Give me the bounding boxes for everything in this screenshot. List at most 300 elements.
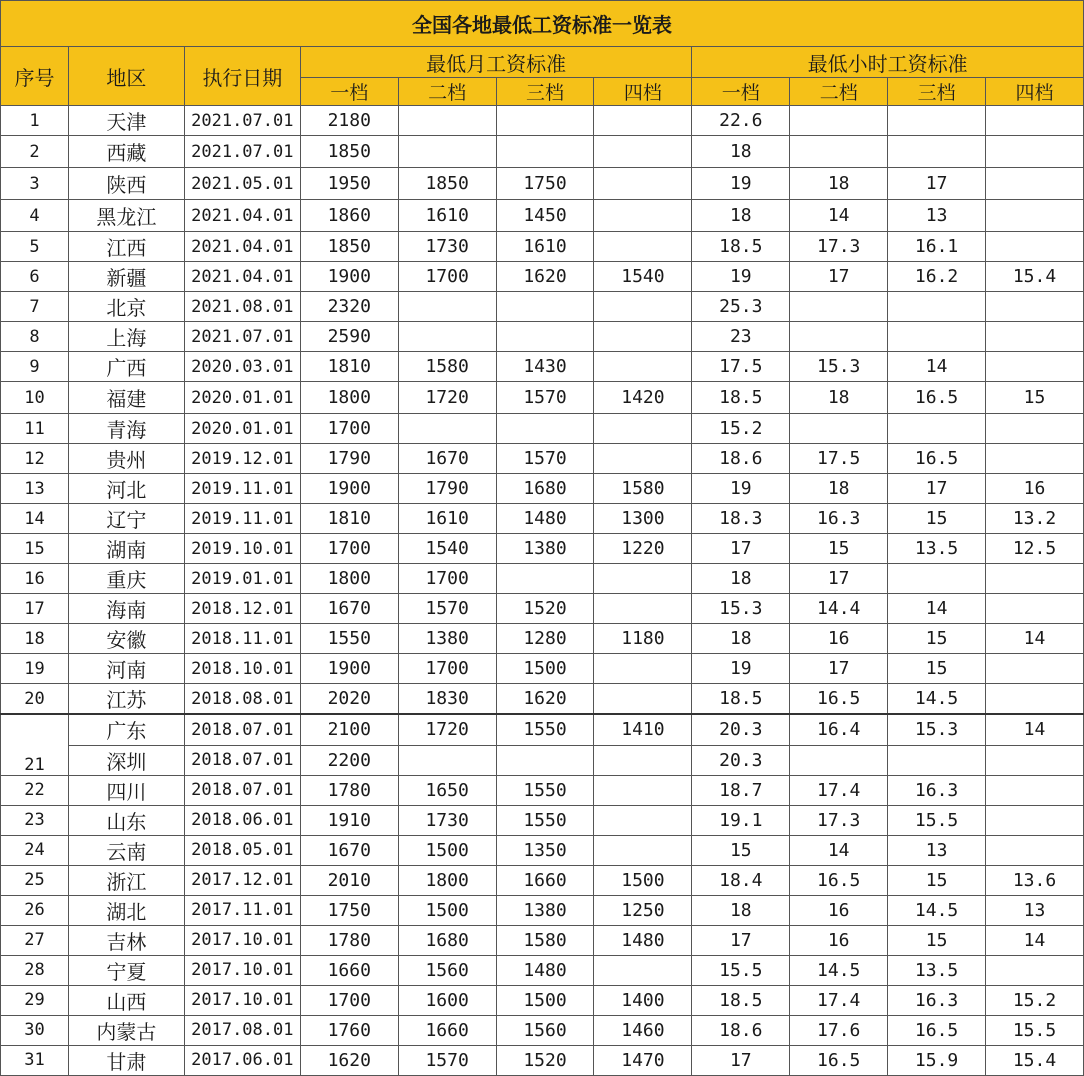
cell-region: 云南 xyxy=(68,835,184,865)
cell-monthly-tier-1: 1810 xyxy=(300,504,398,534)
cell-hourly-tier-4 xyxy=(986,955,1084,985)
cell-hourly-tier-4 xyxy=(986,322,1084,352)
cell-monthly-tier-2 xyxy=(398,322,496,352)
cell-monthly-tier-1: 1780 xyxy=(300,775,398,805)
cell-hourly-tier-4: 14 xyxy=(986,624,1084,654)
cell-hourly-tier-2 xyxy=(790,106,888,136)
table-title: 全国各地最低工资标准一览表 xyxy=(1,1,1084,47)
cell-monthly-tier-3: 1570 xyxy=(496,444,594,474)
cell-region: 四川 xyxy=(68,775,184,805)
cell-date: 2018.05.01 xyxy=(184,835,300,865)
cell-hourly-tier-3: 14.5 xyxy=(888,684,986,715)
cell-monthly-tier-4: 1400 xyxy=(594,985,692,1015)
cell-monthly-tier-3: 1580 xyxy=(496,925,594,955)
cell-monthly-tier-4 xyxy=(594,684,692,715)
cell-hourly-tier-3 xyxy=(888,292,986,322)
cell-seq: 16 xyxy=(1,564,69,594)
cell-hourly-tier-3: 17 xyxy=(888,474,986,504)
header-monthly-tier-1: 一档 xyxy=(300,78,398,106)
cell-monthly-tier-4 xyxy=(594,200,692,232)
cell-monthly-tier-2: 1830 xyxy=(398,684,496,715)
cell-seq: 6 xyxy=(1,262,69,292)
cell-seq: 25 xyxy=(1,865,69,895)
cell-monthly-tier-4 xyxy=(594,136,692,168)
cell-hourly-tier-1: 19 xyxy=(692,262,790,292)
cell-monthly-tier-1: 1700 xyxy=(300,414,398,444)
cell-seq: 8 xyxy=(1,322,69,352)
header-hourly-tier-1: 一档 xyxy=(692,78,790,106)
cell-monthly-tier-4 xyxy=(594,352,692,382)
header-monthly: 最低月工资标准 xyxy=(300,47,692,78)
cell-date: 2017.10.01 xyxy=(184,955,300,985)
cell-monthly-tier-1: 1620 xyxy=(300,1045,398,1075)
cell-monthly-tier-3: 1610 xyxy=(496,232,594,262)
cell-monthly-tier-4: 1580 xyxy=(594,474,692,504)
cell-hourly-tier-3 xyxy=(888,322,986,352)
cell-hourly-tier-3 xyxy=(888,136,986,168)
cell-monthly-tier-3 xyxy=(496,414,594,444)
cell-hourly-tier-3: 13 xyxy=(888,200,986,232)
table-row xyxy=(1,1015,1084,1045)
cell-seq: 3 xyxy=(1,168,69,200)
header-region: 地区 xyxy=(68,47,184,106)
cell-monthly-tier-3: 1680 xyxy=(496,474,594,504)
cell-monthly-tier-4: 1500 xyxy=(594,865,692,895)
cell-hourly-tier-2: 16.3 xyxy=(790,504,888,534)
cell-hourly-tier-3: 17 xyxy=(888,168,986,200)
cell-hourly-tier-4: 13 xyxy=(986,895,1084,925)
cell-hourly-tier-3: 15 xyxy=(888,504,986,534)
cell-region: 天津 xyxy=(68,106,184,136)
cell-date: 2018.07.01 xyxy=(184,775,300,805)
cell-date: 2021.04.01 xyxy=(184,200,300,232)
cell-monthly-tier-4 xyxy=(594,775,692,805)
cell-region: 河南 xyxy=(68,654,184,684)
cell-monthly-tier-1: 2100 xyxy=(300,714,398,745)
cell-seq: 10 xyxy=(1,382,69,414)
cell-hourly-tier-4 xyxy=(986,444,1084,474)
cell-monthly-tier-1: 1900 xyxy=(300,262,398,292)
cell-date: 2021.07.01 xyxy=(184,136,300,168)
cell-hourly-tier-1: 17 xyxy=(692,1045,790,1075)
cell-monthly-tier-3: 1620 xyxy=(496,262,594,292)
cell-region: 新疆 xyxy=(68,262,184,292)
header-monthly-tier-4: 四档 xyxy=(594,78,692,106)
cell-hourly-tier-1: 15.5 xyxy=(692,955,790,985)
cell-hourly-tier-2 xyxy=(790,322,888,352)
table-row xyxy=(1,865,1084,895)
cell-hourly-tier-1: 18 xyxy=(692,895,790,925)
cell-monthly-tier-2: 1670 xyxy=(398,444,496,474)
table-row xyxy=(1,654,1084,684)
cell-date: 2020.03.01 xyxy=(184,352,300,382)
cell-seq: 17 xyxy=(1,594,69,624)
cell-hourly-tier-4 xyxy=(986,106,1084,136)
cell-monthly-tier-2: 1790 xyxy=(398,474,496,504)
cell-hourly-tier-4 xyxy=(986,200,1084,232)
cell-hourly-tier-2: 15.3 xyxy=(790,352,888,382)
table-row xyxy=(1,745,1084,775)
table-row xyxy=(1,168,1084,200)
cell-hourly-tier-3: 16.2 xyxy=(888,262,986,292)
cell-monthly-tier-4 xyxy=(594,745,692,775)
cell-monthly-tier-1: 1800 xyxy=(300,564,398,594)
cell-monthly-tier-4 xyxy=(594,322,692,352)
cell-monthly-tier-2: 1560 xyxy=(398,955,496,985)
cell-hourly-tier-2 xyxy=(790,414,888,444)
cell-hourly-tier-4: 12.5 xyxy=(986,534,1084,564)
table-row xyxy=(1,292,1084,322)
cell-region: 贵州 xyxy=(68,444,184,474)
cell-hourly-tier-3: 14.5 xyxy=(888,895,986,925)
cell-monthly-tier-2: 1650 xyxy=(398,775,496,805)
cell-region: 湖北 xyxy=(68,895,184,925)
cell-hourly-tier-1: 18.6 xyxy=(692,444,790,474)
table-row xyxy=(1,775,1084,805)
cell-seq: 22 xyxy=(1,775,69,805)
table-row xyxy=(1,322,1084,352)
cell-hourly-tier-1: 15.3 xyxy=(692,594,790,624)
cell-hourly-tier-4: 15.4 xyxy=(986,262,1084,292)
cell-monthly-tier-1: 1550 xyxy=(300,624,398,654)
cell-monthly-tier-1: 1950 xyxy=(300,168,398,200)
table-row xyxy=(1,414,1084,444)
cell-monthly-tier-1: 1800 xyxy=(300,382,398,414)
table-row xyxy=(1,594,1084,624)
cell-region: 深圳 xyxy=(68,745,184,775)
cell-region: 青海 xyxy=(68,414,184,444)
cell-monthly-tier-1: 1900 xyxy=(300,654,398,684)
cell-monthly-tier-1: 1700 xyxy=(300,534,398,564)
header-date: 执行日期 xyxy=(184,47,300,106)
cell-hourly-tier-3: 16.5 xyxy=(888,382,986,414)
cell-hourly-tier-4 xyxy=(986,352,1084,382)
cell-seq: 15 xyxy=(1,534,69,564)
cell-region: 甘肃 xyxy=(68,1045,184,1075)
cell-hourly-tier-4: 15.4 xyxy=(986,1045,1084,1075)
cell-monthly-tier-1: 1850 xyxy=(300,232,398,262)
cell-region: 山东 xyxy=(68,805,184,835)
cell-hourly-tier-1: 18.5 xyxy=(692,985,790,1015)
cell-date: 2018.08.01 xyxy=(184,684,300,715)
table-row xyxy=(1,352,1084,382)
cell-monthly-tier-1: 1700 xyxy=(300,985,398,1015)
cell-monthly-tier-2: 1570 xyxy=(398,1045,496,1075)
cell-monthly-tier-4: 1250 xyxy=(594,895,692,925)
table-row xyxy=(1,624,1084,654)
cell-date: 2021.04.01 xyxy=(184,262,300,292)
cell-monthly-tier-3: 1560 xyxy=(496,1015,594,1045)
cell-monthly-tier-3: 1350 xyxy=(496,835,594,865)
cell-hourly-tier-3 xyxy=(888,745,986,775)
cell-date: 2019.12.01 xyxy=(184,444,300,474)
cell-region: 江苏 xyxy=(68,684,184,715)
cell-hourly-tier-3: 16.5 xyxy=(888,444,986,474)
cell-seq: 2 xyxy=(1,136,69,168)
cell-hourly-tier-3 xyxy=(888,414,986,444)
cell-monthly-tier-3: 1750 xyxy=(496,168,594,200)
cell-region: 北京 xyxy=(68,292,184,322)
cell-hourly-tier-1: 17 xyxy=(692,534,790,564)
cell-monthly-tier-4: 1220 xyxy=(594,534,692,564)
cell-hourly-tier-1: 23 xyxy=(692,322,790,352)
cell-monthly-tier-3: 1480 xyxy=(496,504,594,534)
cell-hourly-tier-2 xyxy=(790,136,888,168)
cell-monthly-tier-1: 2010 xyxy=(300,865,398,895)
cell-hourly-tier-3: 15 xyxy=(888,654,986,684)
cell-hourly-tier-3: 16.3 xyxy=(888,985,986,1015)
cell-seq: 27 xyxy=(1,925,69,955)
cell-monthly-tier-2: 1500 xyxy=(398,895,496,925)
cell-seq: 26 xyxy=(1,895,69,925)
table-row xyxy=(1,262,1084,292)
cell-monthly-tier-4 xyxy=(594,168,692,200)
cell-monthly-tier-4: 1470 xyxy=(594,1045,692,1075)
cell-monthly-tier-3: 1570 xyxy=(496,382,594,414)
cell-monthly-tier-4 xyxy=(594,654,692,684)
cell-monthly-tier-3: 1450 xyxy=(496,200,594,232)
cell-hourly-tier-3: 15.9 xyxy=(888,1045,986,1075)
cell-region: 吉林 xyxy=(68,925,184,955)
cell-monthly-tier-4: 1180 xyxy=(594,624,692,654)
cell-date: 2017.12.01 xyxy=(184,865,300,895)
cell-hourly-tier-3: 13.5 xyxy=(888,955,986,985)
cell-hourly-tier-4 xyxy=(986,232,1084,262)
cell-region: 江西 xyxy=(68,232,184,262)
cell-region: 山西 xyxy=(68,985,184,1015)
cell-monthly-tier-1: 2320 xyxy=(300,292,398,322)
cell-monthly-tier-2: 1720 xyxy=(398,382,496,414)
cell-monthly-tier-3: 1550 xyxy=(496,775,594,805)
cell-monthly-tier-1: 1780 xyxy=(300,925,398,955)
cell-monthly-tier-1: 1910 xyxy=(300,805,398,835)
cell-date: 2020.01.01 xyxy=(184,382,300,414)
cell-hourly-tier-1: 20.3 xyxy=(692,714,790,745)
table-row xyxy=(1,714,1084,745)
cell-hourly-tier-1: 18.5 xyxy=(692,382,790,414)
cell-monthly-tier-4 xyxy=(594,594,692,624)
cell-monthly-tier-3 xyxy=(496,106,594,136)
cell-region: 浙江 xyxy=(68,865,184,895)
header-hourly-tier-2: 二档 xyxy=(790,78,888,106)
cell-hourly-tier-2: 14 xyxy=(790,200,888,232)
cell-hourly-tier-4: 15.5 xyxy=(986,1015,1084,1045)
cell-hourly-tier-1: 19 xyxy=(692,168,790,200)
table-row xyxy=(1,232,1084,262)
cell-monthly-tier-4 xyxy=(594,292,692,322)
cell-monthly-tier-3 xyxy=(496,564,594,594)
cell-date: 2017.06.01 xyxy=(184,1045,300,1075)
cell-seq: 18 xyxy=(1,624,69,654)
cell-monthly-tier-1: 2590 xyxy=(300,322,398,352)
cell-monthly-tier-3: 1550 xyxy=(496,714,594,745)
cell-monthly-tier-4: 1410 xyxy=(594,714,692,745)
cell-monthly-tier-2 xyxy=(398,292,496,322)
table-row xyxy=(1,985,1084,1015)
cell-date: 2018.10.01 xyxy=(184,654,300,684)
cell-hourly-tier-1: 18.6 xyxy=(692,1015,790,1045)
cell-hourly-tier-3 xyxy=(888,564,986,594)
cell-hourly-tier-3: 15 xyxy=(888,925,986,955)
cell-monthly-tier-1: 1660 xyxy=(300,955,398,985)
table-row xyxy=(1,925,1084,955)
cell-seq: 30 xyxy=(1,1015,69,1045)
cell-monthly-tier-3: 1660 xyxy=(496,865,594,895)
cell-date: 2021.08.01 xyxy=(184,292,300,322)
cell-monthly-tier-2: 1380 xyxy=(398,624,496,654)
cell-monthly-tier-2: 1730 xyxy=(398,805,496,835)
cell-monthly-tier-3 xyxy=(496,745,594,775)
cell-seq: 5 xyxy=(1,232,69,262)
table-row xyxy=(1,835,1084,865)
table-row xyxy=(1,895,1084,925)
cell-monthly-tier-2: 1660 xyxy=(398,1015,496,1045)
cell-region: 陕西 xyxy=(68,168,184,200)
cell-date: 2017.10.01 xyxy=(184,925,300,955)
cell-hourly-tier-3 xyxy=(888,106,986,136)
cell-monthly-tier-3: 1500 xyxy=(496,985,594,1015)
header-hourly-tier-4: 四档 xyxy=(986,78,1084,106)
cell-seq: 7 xyxy=(1,292,69,322)
cell-hourly-tier-2: 17.3 xyxy=(790,232,888,262)
cell-hourly-tier-4: 14 xyxy=(986,714,1084,745)
cell-hourly-tier-2: 16.5 xyxy=(790,1045,888,1075)
cell-hourly-tier-2: 14.4 xyxy=(790,594,888,624)
cell-monthly-tier-2: 1570 xyxy=(398,594,496,624)
cell-hourly-tier-3: 16.5 xyxy=(888,1015,986,1045)
cell-monthly-tier-2 xyxy=(398,414,496,444)
cell-hourly-tier-2: 17.4 xyxy=(790,985,888,1015)
cell-monthly-tier-4 xyxy=(594,955,692,985)
cell-seq: 13 xyxy=(1,474,69,504)
cell-hourly-tier-1: 18.7 xyxy=(692,775,790,805)
cell-hourly-tier-2: 17 xyxy=(790,564,888,594)
cell-hourly-tier-1: 18 xyxy=(692,624,790,654)
cell-monthly-tier-4 xyxy=(594,232,692,262)
cell-hourly-tier-2 xyxy=(790,745,888,775)
cell-hourly-tier-1: 19.1 xyxy=(692,805,790,835)
cell-date: 2021.05.01 xyxy=(184,168,300,200)
cell-hourly-tier-1: 18.5 xyxy=(692,232,790,262)
cell-region: 上海 xyxy=(68,322,184,352)
cell-monthly-tier-3: 1520 xyxy=(496,594,594,624)
cell-monthly-tier-3 xyxy=(496,322,594,352)
cell-date: 2018.07.01 xyxy=(184,714,300,745)
table-row xyxy=(1,564,1084,594)
cell-monthly-tier-3: 1380 xyxy=(496,534,594,564)
cell-monthly-tier-2: 1610 xyxy=(398,200,496,232)
cell-hourly-tier-4: 15.2 xyxy=(986,985,1084,1015)
cell-hourly-tier-2 xyxy=(790,292,888,322)
cell-hourly-tier-1: 18.5 xyxy=(692,684,790,715)
header-monthly-tier-2: 二档 xyxy=(398,78,496,106)
cell-hourly-tier-2: 17.4 xyxy=(790,775,888,805)
cell-hourly-tier-4 xyxy=(986,654,1084,684)
cell-region: 福建 xyxy=(68,382,184,414)
cell-hourly-tier-4: 16 xyxy=(986,474,1084,504)
cell-monthly-tier-1: 1850 xyxy=(300,136,398,168)
table-row xyxy=(1,382,1084,414)
cell-monthly-tier-3: 1500 xyxy=(496,654,594,684)
cell-date: 2021.07.01 xyxy=(184,322,300,352)
table-row xyxy=(1,136,1084,168)
table-row xyxy=(1,805,1084,835)
cell-region: 宁夏 xyxy=(68,955,184,985)
cell-hourly-tier-3: 13 xyxy=(888,835,986,865)
cell-monthly-tier-2 xyxy=(398,106,496,136)
header-seq: 序号 xyxy=(1,47,69,106)
cell-region: 湖南 xyxy=(68,534,184,564)
cell-monthly-tier-4 xyxy=(594,835,692,865)
cell-hourly-tier-4 xyxy=(986,775,1084,805)
cell-seq: 1 xyxy=(1,106,69,136)
table-body xyxy=(1,106,1084,1076)
cell-region: 辽宁 xyxy=(68,504,184,534)
table-row xyxy=(1,1045,1084,1075)
cell-monthly-tier-4: 1420 xyxy=(594,382,692,414)
cell-monthly-tier-2 xyxy=(398,136,496,168)
cell-monthly-tier-2: 1700 xyxy=(398,564,496,594)
cell-monthly-tier-1: 1790 xyxy=(300,444,398,474)
cell-date: 2019.11.01 xyxy=(184,504,300,534)
cell-hourly-tier-4 xyxy=(986,594,1084,624)
cell-date: 2019.01.01 xyxy=(184,564,300,594)
cell-hourly-tier-1: 17.5 xyxy=(692,352,790,382)
cell-monthly-tier-2: 1610 xyxy=(398,504,496,534)
cell-hourly-tier-4 xyxy=(986,414,1084,444)
table-row xyxy=(1,444,1084,474)
cell-region: 海南 xyxy=(68,594,184,624)
cell-date: 2019.10.01 xyxy=(184,534,300,564)
cell-monthly-tier-2: 1680 xyxy=(398,925,496,955)
cell-seq: 20 xyxy=(1,684,69,715)
cell-hourly-tier-2: 16 xyxy=(790,624,888,654)
cell-hourly-tier-2: 17.5 xyxy=(790,444,888,474)
cell-hourly-tier-2: 17 xyxy=(790,262,888,292)
cell-date: 2018.11.01 xyxy=(184,624,300,654)
cell-date: 2017.08.01 xyxy=(184,1015,300,1045)
cell-monthly-tier-4 xyxy=(594,444,692,474)
cell-hourly-tier-1: 18.3 xyxy=(692,504,790,534)
cell-hourly-tier-1: 20.3 xyxy=(692,745,790,775)
cell-hourly-tier-2: 16.5 xyxy=(790,684,888,715)
cell-hourly-tier-1: 18.4 xyxy=(692,865,790,895)
header-hourly: 最低小时工资标准 xyxy=(692,47,1084,78)
cell-hourly-tier-4 xyxy=(986,564,1084,594)
cell-hourly-tier-2: 18 xyxy=(790,474,888,504)
cell-region: 内蒙古 xyxy=(68,1015,184,1045)
cell-hourly-tier-4 xyxy=(986,684,1084,715)
cell-hourly-tier-2: 16 xyxy=(790,895,888,925)
cell-seq: 28 xyxy=(1,955,69,985)
cell-monthly-tier-3: 1430 xyxy=(496,352,594,382)
cell-monthly-tier-1: 1670 xyxy=(300,835,398,865)
cell-monthly-tier-2: 1720 xyxy=(398,714,496,745)
cell-date: 2018.07.01 xyxy=(184,745,300,775)
cell-monthly-tier-2 xyxy=(398,745,496,775)
cell-hourly-tier-3: 15 xyxy=(888,624,986,654)
cell-hourly-tier-2: 14 xyxy=(790,835,888,865)
cell-date: 2019.11.01 xyxy=(184,474,300,504)
cell-hourly-tier-1: 15 xyxy=(692,835,790,865)
table-row xyxy=(1,474,1084,504)
cell-monthly-tier-3 xyxy=(496,136,594,168)
cell-monthly-tier-1: 2020 xyxy=(300,684,398,715)
cell-hourly-tier-1: 17 xyxy=(692,925,790,955)
cell-monthly-tier-4: 1460 xyxy=(594,1015,692,1045)
cell-hourly-tier-4 xyxy=(986,835,1084,865)
cell-hourly-tier-3: 14 xyxy=(888,352,986,382)
